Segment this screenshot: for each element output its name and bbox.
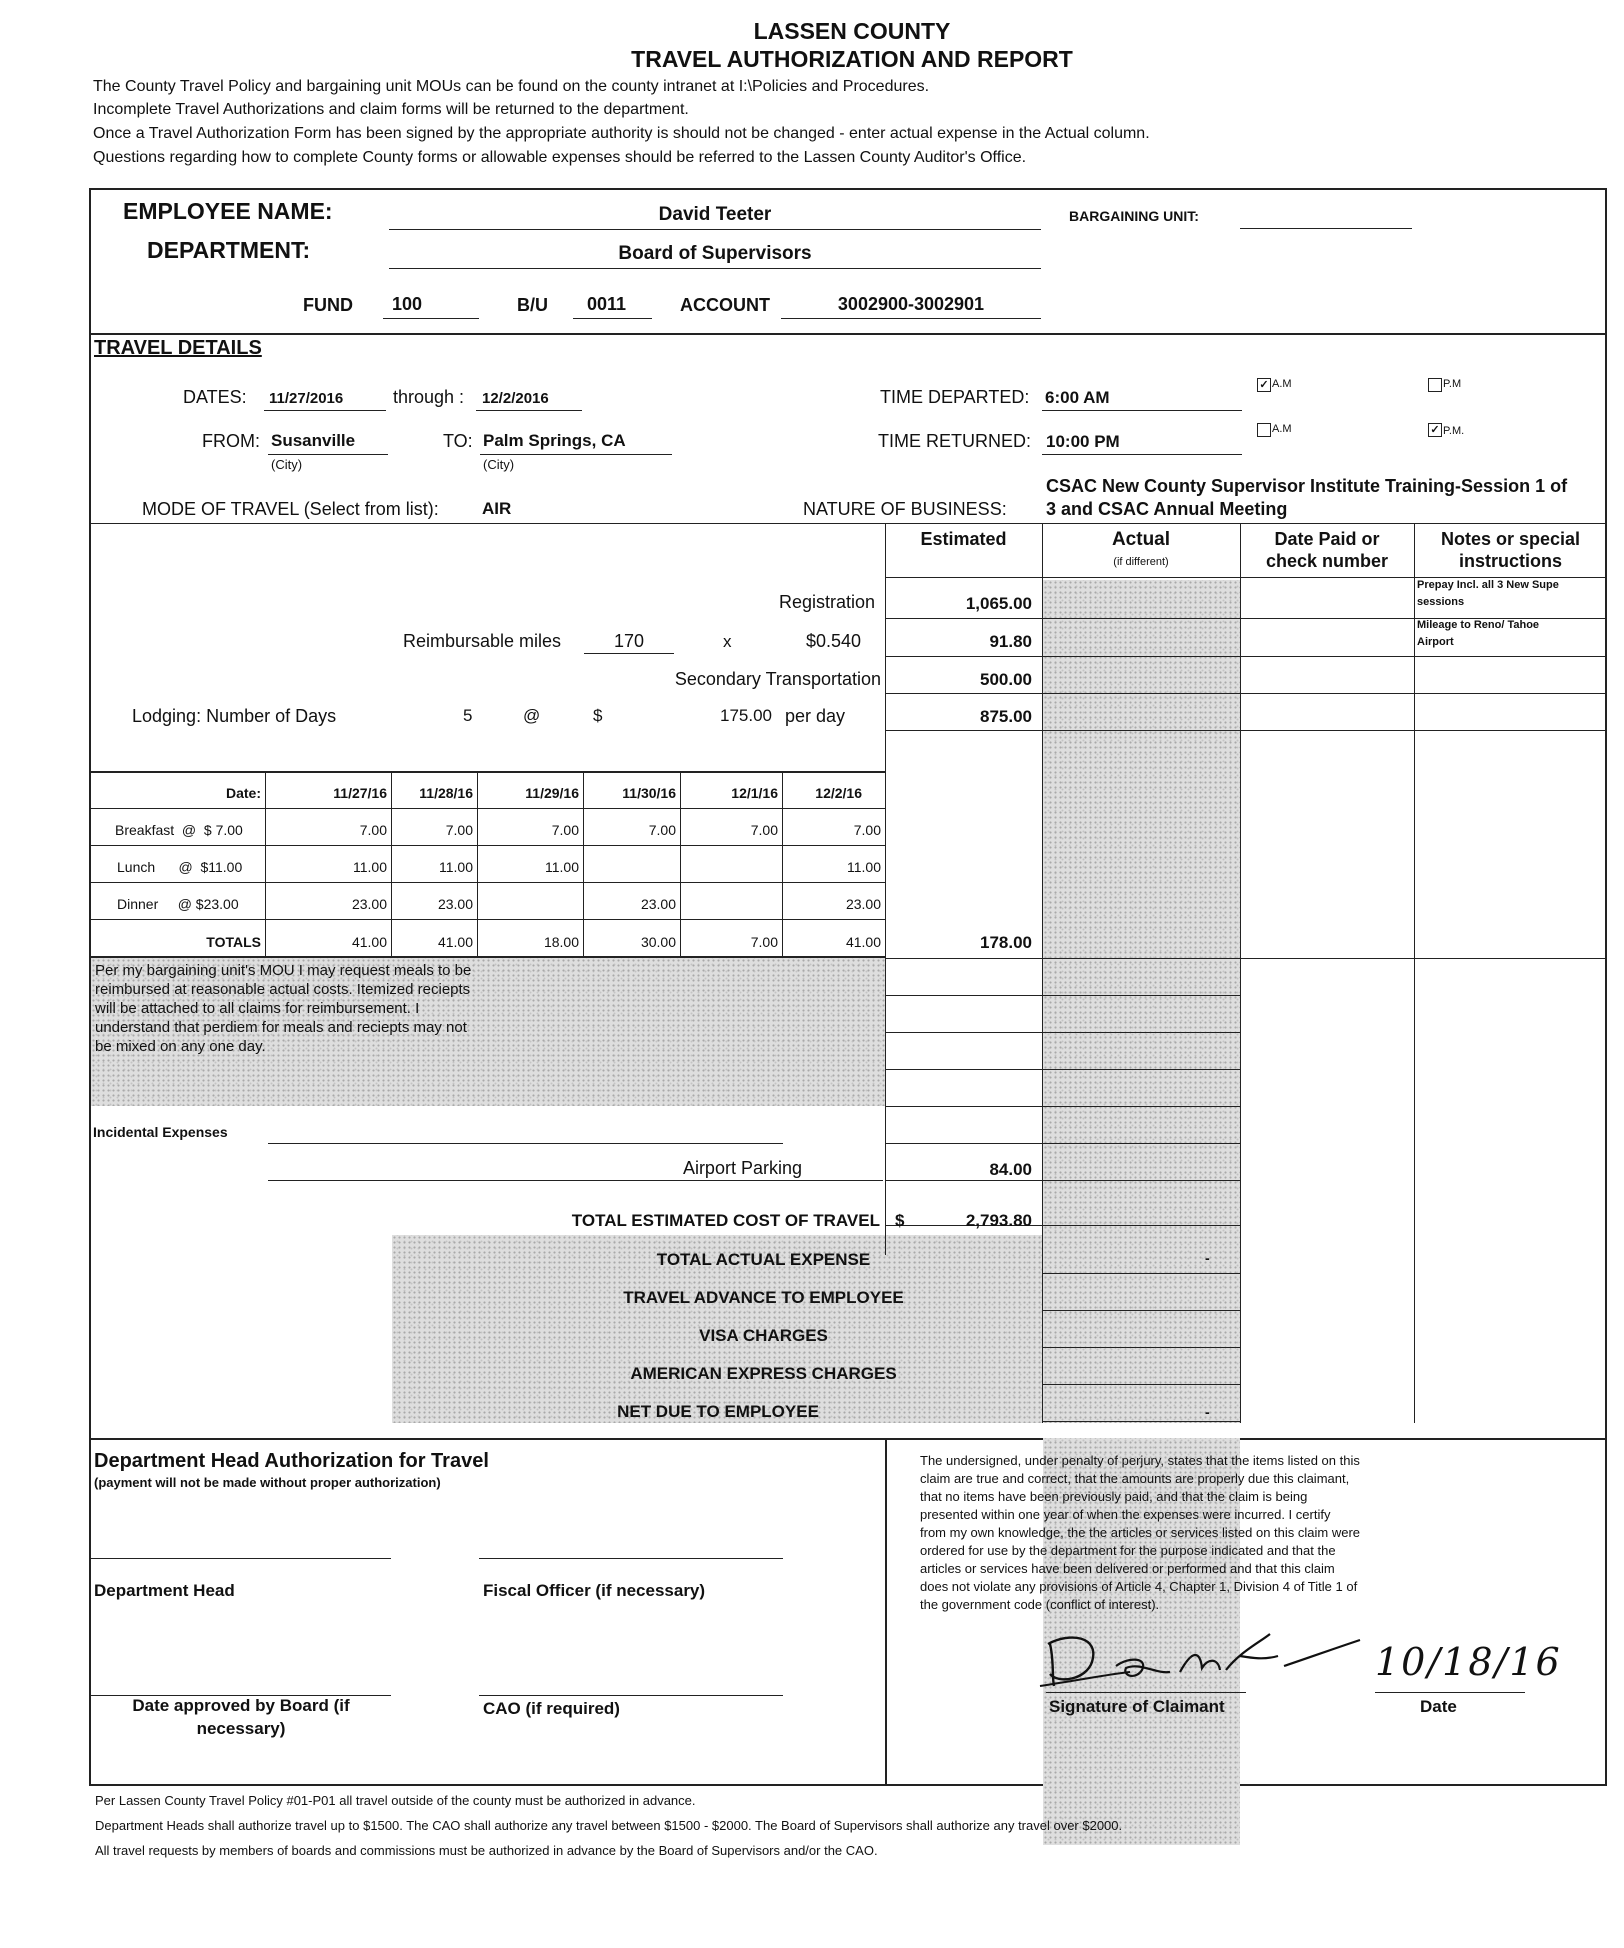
returned-pm-checkbox[interactable]: ✓ — [1428, 423, 1442, 437]
registration-label: Registration — [778, 592, 875, 612]
bargaining-unit-field[interactable] — [1240, 228, 1412, 229]
incidental-item: Airport Parking — [682, 1158, 802, 1178]
perjury-line-1: The undersigned, under penalty of perjury, states that the items listed on this — [920, 1453, 1360, 1468]
incidental-estimated[interactable]: 84.00 — [989, 1160, 1032, 1179]
col-notes-header-2: instructions — [1458, 551, 1562, 571]
amex-charges-label: AMERICAN EXPRESS CHARGES — [630, 1364, 897, 1383]
date-from-field[interactable]: 11/27/2016 — [269, 390, 344, 407]
meals-date-3: 11/29/16 — [525, 785, 579, 801]
lunch-day-6[interactable]: 11.00 — [847, 859, 881, 875]
total-actual-value[interactable]: - — [1205, 1250, 1210, 1266]
total-estimated-value: 2,793.80 — [965, 1211, 1032, 1230]
returned-am-checkbox[interactable] — [1257, 423, 1271, 437]
time-returned-underline — [1042, 454, 1242, 455]
through-label: through : — [393, 387, 465, 407]
lodging-days[interactable]: 5 — [463, 706, 473, 725]
employee-name-field[interactable]: David Teeter — [658, 204, 772, 225]
dates-label: DATES: — [183, 387, 247, 407]
from-city-caption: (City) — [271, 457, 303, 472]
meals-date-5: 12/1/16 — [731, 785, 778, 801]
mou-line-4: understand that perdiem for meals and reciepts may not — [95, 1019, 467, 1036]
dinner-day-1[interactable]: 23.00 — [351, 896, 387, 912]
account-underline — [781, 318, 1041, 319]
board-date-label-2: necessary) — [196, 1719, 286, 1738]
date-to-field[interactable]: 12/2/2016 — [482, 390, 549, 407]
visa-charges-label: VISA CHARGES — [699, 1326, 828, 1345]
incidental-line-1[interactable] — [268, 1143, 783, 1144]
col-datepaid-header-2: check number — [1265, 551, 1389, 571]
breakfast-day-5[interactable]: 7.00 — [750, 822, 778, 838]
employee-name-underline — [389, 229, 1041, 230]
travel-advance-label: TRAVEL ADVANCE TO EMPLOYEE — [623, 1288, 904, 1307]
department-label: DEPARTMENT: — [147, 237, 311, 263]
date-from-underline — [264, 410, 386, 411]
claimant-signature[interactable] — [1030, 1622, 1370, 1702]
net-due-value[interactable]: - — [1205, 1404, 1210, 1420]
lunch-label: Lunch @ $11.00 — [117, 859, 243, 875]
mode-of-travel-select[interactable]: AIR — [482, 499, 512, 518]
divider-travel — [89, 333, 1607, 335]
intro-line-1: The County Travel Policy and bargaining unit MOUs can be found on the county intranet at I:\Policies and Procedures. — [93, 78, 930, 95]
meals-date-6: 12/2/16 — [815, 785, 862, 801]
perjury-line-8: does not violate any provisions of Article 4, Chapter 1, Division 4 of Title 1 of — [920, 1579, 1358, 1594]
perjury-line-9: the government code (conflict of interest). — [920, 1597, 1160, 1612]
department-field[interactable]: Board of Supervisors — [618, 243, 812, 264]
breakfast-day-3[interactable]: 7.00 — [551, 822, 579, 838]
dinner-day-6[interactable]: 23.00 — [845, 896, 881, 912]
perjury-line-4: presented within one year of when the expenses were incurred. I certify — [920, 1507, 1331, 1522]
bu-code-field[interactable]: 0011 — [587, 294, 627, 314]
miles-rate: $0.540 — [805, 631, 861, 651]
meals-total-day-2: 41.00 — [437, 934, 473, 950]
cao-label: CAO (if required) — [483, 1699, 620, 1718]
nature-of-business-line1[interactable]: CSAC New County Supervisor Institute Training-Session 1 of — [1046, 476, 1568, 496]
meals-total-day-4: 30.00 — [640, 934, 676, 950]
col-line-estimated-left — [885, 523, 886, 1225]
breakfast-day-2[interactable]: 7.00 — [445, 822, 473, 838]
authorization-subtitle: (payment will not be made without proper authorization) — [94, 1475, 441, 1490]
time-departed-label: TIME DEPARTED: — [880, 387, 1030, 407]
meals-total-day-5: 7.00 — [750, 934, 778, 950]
mou-line-2: reimbursed at reasonable actual costs. Itemized reciepts — [95, 981, 471, 998]
nature-of-business-label: NATURE OF BUSINESS: — [803, 499, 1007, 519]
signature-label: Signature of Claimant — [1049, 1697, 1225, 1716]
breakfast-label: Breakfast @ $ 7.00 — [115, 822, 243, 838]
authorization-divider — [885, 1438, 887, 1786]
board-date-label-1: Date approved by Board (if — [132, 1696, 350, 1715]
lunch-day-1[interactable]: 11.00 — [353, 859, 387, 875]
col-line-notes-left — [1414, 523, 1415, 1423]
departed-am-checkbox[interactable]: ✓ — [1257, 378, 1271, 392]
total-estimated-label: TOTAL ESTIMATED COST OF TRAVEL — [571, 1211, 880, 1230]
divider-expense-grid — [89, 523, 1607, 524]
date-label: Date — [1420, 1697, 1457, 1716]
department-underline — [389, 268, 1041, 269]
registration-note-1: Prepay Incl. all 3 New Supe — [1417, 579, 1559, 591]
perjury-line-2: claim are true and correct, that the amounts are properly due this claimant, — [920, 1471, 1350, 1486]
fiscal-officer-signature-line[interactable] — [479, 1558, 783, 1559]
dept-head-label: Department Head — [94, 1581, 235, 1600]
col-datepaid-header: Date Paid or — [1274, 529, 1380, 549]
returned-am-label: A.M — [1272, 423, 1292, 435]
intro-line-3: Once a Travel Authorization Form has been signed by the appropriate authority is should not be changed - enter actual expense in the Actual column. — [93, 125, 1150, 142]
from-underline — [268, 454, 388, 455]
footer-line-3: All travel requests by members of boards and commissions must be authorized in advance by the Board of Supervisors and/or the CAO. — [95, 1843, 878, 1858]
departed-pm-label: P.M — [1443, 378, 1462, 390]
dinner-day-4[interactable]: 23.00 — [640, 896, 676, 912]
lodging-label: Lodging: Number of Days — [132, 706, 337, 726]
meals-total-day-1: 41.00 — [351, 934, 387, 950]
meals-total-day-6: 41.00 — [845, 934, 881, 950]
breakfast-day-1[interactable]: 7.00 — [359, 822, 387, 838]
col-actual-header: Actual — [1111, 529, 1171, 550]
meals-date-2: 11/28/16 — [419, 785, 473, 801]
bu-code-underline — [573, 318, 652, 319]
account-label: ACCOUNT — [680, 295, 770, 315]
intro-line-4: Questions regarding how to complete County forms or allowable expenses should be referred to the Lassen County Auditor's Office. — [93, 149, 1027, 166]
nature-of-business-line2[interactable]: 3 and CSAC Annual Meeting — [1046, 499, 1288, 519]
to-city-caption: (City) — [483, 457, 515, 472]
miles-field[interactable]: 170 — [613, 631, 645, 651]
claimant-signed-date[interactable]: 10/18/16 — [1375, 1640, 1562, 1684]
lodging-per-day: per day — [785, 706, 846, 726]
to-field[interactable]: Palm Springs, CA — [483, 431, 626, 450]
bargaining-unit-label: BARGAINING UNIT: — [1069, 208, 1199, 224]
date-to-underline — [476, 410, 582, 411]
lodging-estimated[interactable]: 875.00 — [980, 707, 1032, 726]
col-actual-subheader: (if different) — [1113, 556, 1169, 568]
lodging-dollar: $ — [593, 706, 603, 725]
fund-label: FUND — [303, 295, 353, 315]
mou-line-3: will be attached to all claims for reimbursement. I — [95, 1000, 420, 1017]
meals-date-1: 11/27/16 — [333, 785, 387, 801]
miles-note-2: Airport — [1417, 636, 1454, 648]
lodging-at: @ — [523, 706, 541, 725]
fund-field[interactable]: 100 — [392, 294, 423, 314]
perjury-line-3: that no items have been previously paid, and that the claim is being — [920, 1489, 1308, 1504]
secondary-label: Secondary Transportation — [674, 669, 881, 689]
to-underline — [480, 454, 672, 455]
dept-head-signature-line[interactable] — [91, 1558, 391, 1559]
lunch-day-2[interactable]: 11.00 — [439, 859, 473, 875]
registration-estimated[interactable]: 1,065.00 — [965, 594, 1032, 613]
fiscal-officer-label: Fiscal Officer (if necessary) — [483, 1581, 706, 1600]
mode-of-travel-label: MODE OF TRAVEL (Select from list): — [142, 499, 439, 519]
lunch-day-3[interactable]: 11.00 — [545, 859, 579, 875]
perjury-line-5: from my own knowledge, the the articles or services listed on this claim were — [920, 1525, 1361, 1540]
time-returned-label: TIME RETURNED: — [878, 431, 1031, 451]
footer-line-1: Per Lassen County Travel Policy #01-P01 all travel outside of the county must be authorized in advance. — [95, 1793, 696, 1808]
returned-pm-label: P.M. — [1443, 425, 1465, 437]
departed-pm-checkbox[interactable] — [1428, 378, 1442, 392]
travel-details-heading: TRAVEL DETAILS — [94, 337, 262, 359]
net-due-label: NET DUE TO EMPLOYEE — [617, 1402, 819, 1421]
mou-line-1: Per my bargaining unit's MOU I may request meals to be — [95, 962, 472, 979]
dinner-day-2[interactable]: 23.00 — [437, 896, 473, 912]
col-line-datepaid-left — [1240, 523, 1241, 1423]
footer-line-2: Department Heads shall authorize travel up to $1500. The CAO shall authorize any travel between $1500 - $2000. The Board of Supervisors shall authorize any travel over $2000. — [95, 1818, 1123, 1833]
cao-signature-line[interactable] — [479, 1695, 783, 1696]
miles-note-1: Mileage to Reno/ Tahoe — [1417, 619, 1540, 631]
breakfast-day-4[interactable]: 7.00 — [648, 822, 676, 838]
mou-line-5: be mixed on any one day. — [95, 1038, 266, 1055]
meals-estimated-total[interactable]: 178.00 — [980, 933, 1032, 952]
miles-times: x — [723, 632, 732, 651]
dinner-label: Dinner @ $23.00 — [117, 896, 239, 912]
authorization-title: Department Head Authorization for Travel — [94, 1450, 489, 1472]
meals-totals-label: TOTALS — [206, 934, 261, 950]
total-estimated-dollar: $ — [895, 1211, 905, 1230]
from-label: FROM: — [202, 431, 260, 451]
to-label: TO: — [443, 431, 473, 451]
intro-line-2: Incomplete Travel Authorizations and claim forms will be returned to the department. — [93, 101, 689, 118]
lodging-rate[interactable]: 175.00 — [720, 706, 772, 725]
employee-name-label: EMPLOYEE NAME: — [123, 198, 333, 224]
miles-label: Reimbursable miles — [403, 631, 562, 651]
incidentals-label: Incidental Expenses — [93, 1124, 228, 1140]
miles-estimated[interactable]: 91.80 — [989, 632, 1032, 651]
time-departed-field[interactable]: 6:00 AM — [1045, 388, 1110, 407]
meals-date-label: Date: — [225, 785, 261, 801]
from-field[interactable]: Susanville — [271, 431, 356, 450]
perjury-line-6: ordered for use by the department for the purpose indicated and that the — [920, 1543, 1336, 1558]
meals-date-4: 11/30/16 — [622, 785, 676, 801]
form-title: TRAVEL AUTHORIZATION AND REPORT — [631, 46, 1073, 72]
secondary-estimated[interactable]: 500.00 — [980, 670, 1032, 689]
perjury-line-7: articles or services have been delivered or performed and that this claim — [920, 1561, 1335, 1576]
total-actual-label: TOTAL ACTUAL EXPENSE — [656, 1250, 871, 1269]
fund-underline — [383, 318, 479, 319]
departed-am-label: A.M — [1272, 378, 1292, 390]
col-notes-header: Notes or special — [1440, 529, 1581, 549]
time-returned-field[interactable]: 10:00 PM — [1046, 432, 1120, 451]
col-estimated-header: Estimated — [920, 529, 1007, 549]
divider-authorization — [89, 1438, 1607, 1440]
bu-code-label: B/U — [517, 295, 548, 315]
account-field[interactable]: 3002900-3002901 — [837, 294, 985, 314]
form-title-county: LASSEN COUNTY — [753, 18, 951, 44]
registration-note-2: sessions — [1417, 596, 1465, 608]
time-departed-underline — [1042, 410, 1242, 411]
breakfast-day-6[interactable]: 7.00 — [853, 822, 881, 838]
meals-total-day-3: 18.00 — [543, 934, 579, 950]
